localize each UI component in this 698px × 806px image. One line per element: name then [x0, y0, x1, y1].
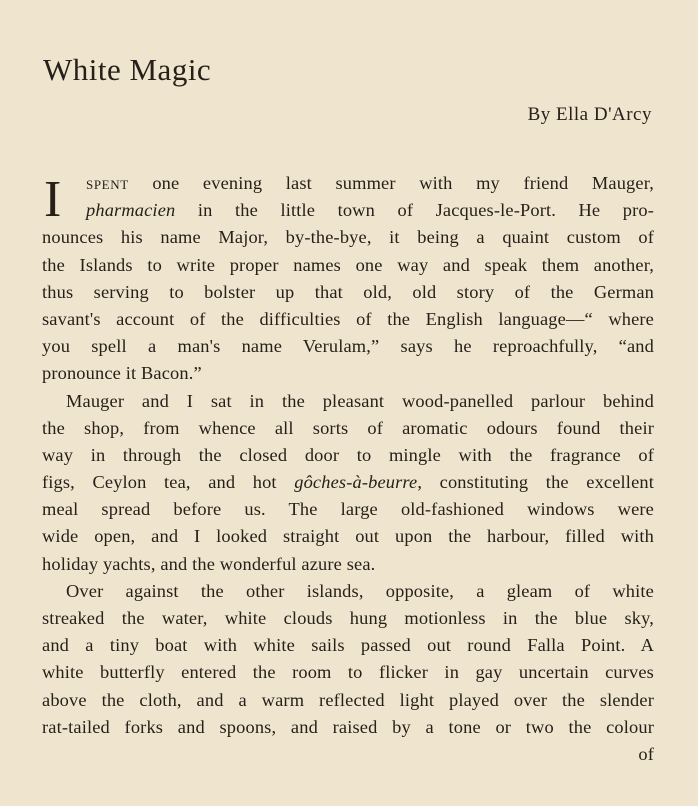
text-line: white butterfly entered the room to flicker in gay uncertain curves — [42, 662, 654, 683]
text-line: Over against the other islands, opposite, a gleam of white — [66, 580, 654, 601]
text-line: pronounce it Bacon.” — [42, 363, 202, 384]
story-body — [42, 170, 654, 768]
text-line: rat-tailed forks and spoons, and raised by a tone or two the colour — [42, 716, 654, 737]
text-line: spent one evening last summer with my friend Mauger, — [86, 173, 654, 193]
text-line: way in through the closed door to mingle with the fragrance of — [42, 444, 654, 465]
text-line: nounces his name Major, by-the-bye, it being a quaint custom of — [42, 227, 654, 248]
author-byline: By Ella D'Arcy — [527, 104, 652, 125]
italic-term: gôches-à-beurre — [294, 472, 418, 493]
text-line: you spell a man's name Verulam,” says he reproachfully, “and — [42, 336, 654, 357]
text-line: above the cloth, and a warm reflected light played over the slender — [42, 689, 654, 710]
text-line: thus serving to bolster up that old, old story of the German — [42, 281, 654, 302]
text-line: holiday yachts, and the wonderful azure sea. — [42, 553, 376, 574]
text-line: pharmacien in the little town of Jacques-le-Port. He pro- — [86, 200, 654, 221]
drop-cap: I — [44, 171, 62, 228]
italic-term: pharmacien — [86, 200, 176, 221]
story-title: White Magic — [43, 52, 212, 87]
text-line: the shop, from whence all sorts of aromatic odours found their — [42, 417, 654, 438]
small-caps-opening: spent — [86, 173, 129, 193]
text-line: streaked the water, white clouds hung motionless in the blue sky, — [42, 608, 654, 628]
text-line: and a tiny boat with white sails passed out round Falla Point. A — [42, 635, 654, 656]
text-line: savant's account of the difficulties of the English language—“ where — [42, 308, 654, 329]
text-line: the Islands to write proper names one way and speak them another, — [42, 254, 654, 275]
text-line: figs, Ceylon tea, and hot gôches-à-beurre, constituting the excellent — [42, 472, 654, 493]
text-line: wide open, and I looked straight out upon the harbour, filled with — [42, 526, 654, 547]
text-line: meal spread before us. The large old-fashioned windows were — [42, 499, 654, 520]
text-line: Mauger and I sat in the pleasant wood-panelled parlour behind — [66, 390, 654, 411]
catchword: of — [638, 743, 654, 764]
